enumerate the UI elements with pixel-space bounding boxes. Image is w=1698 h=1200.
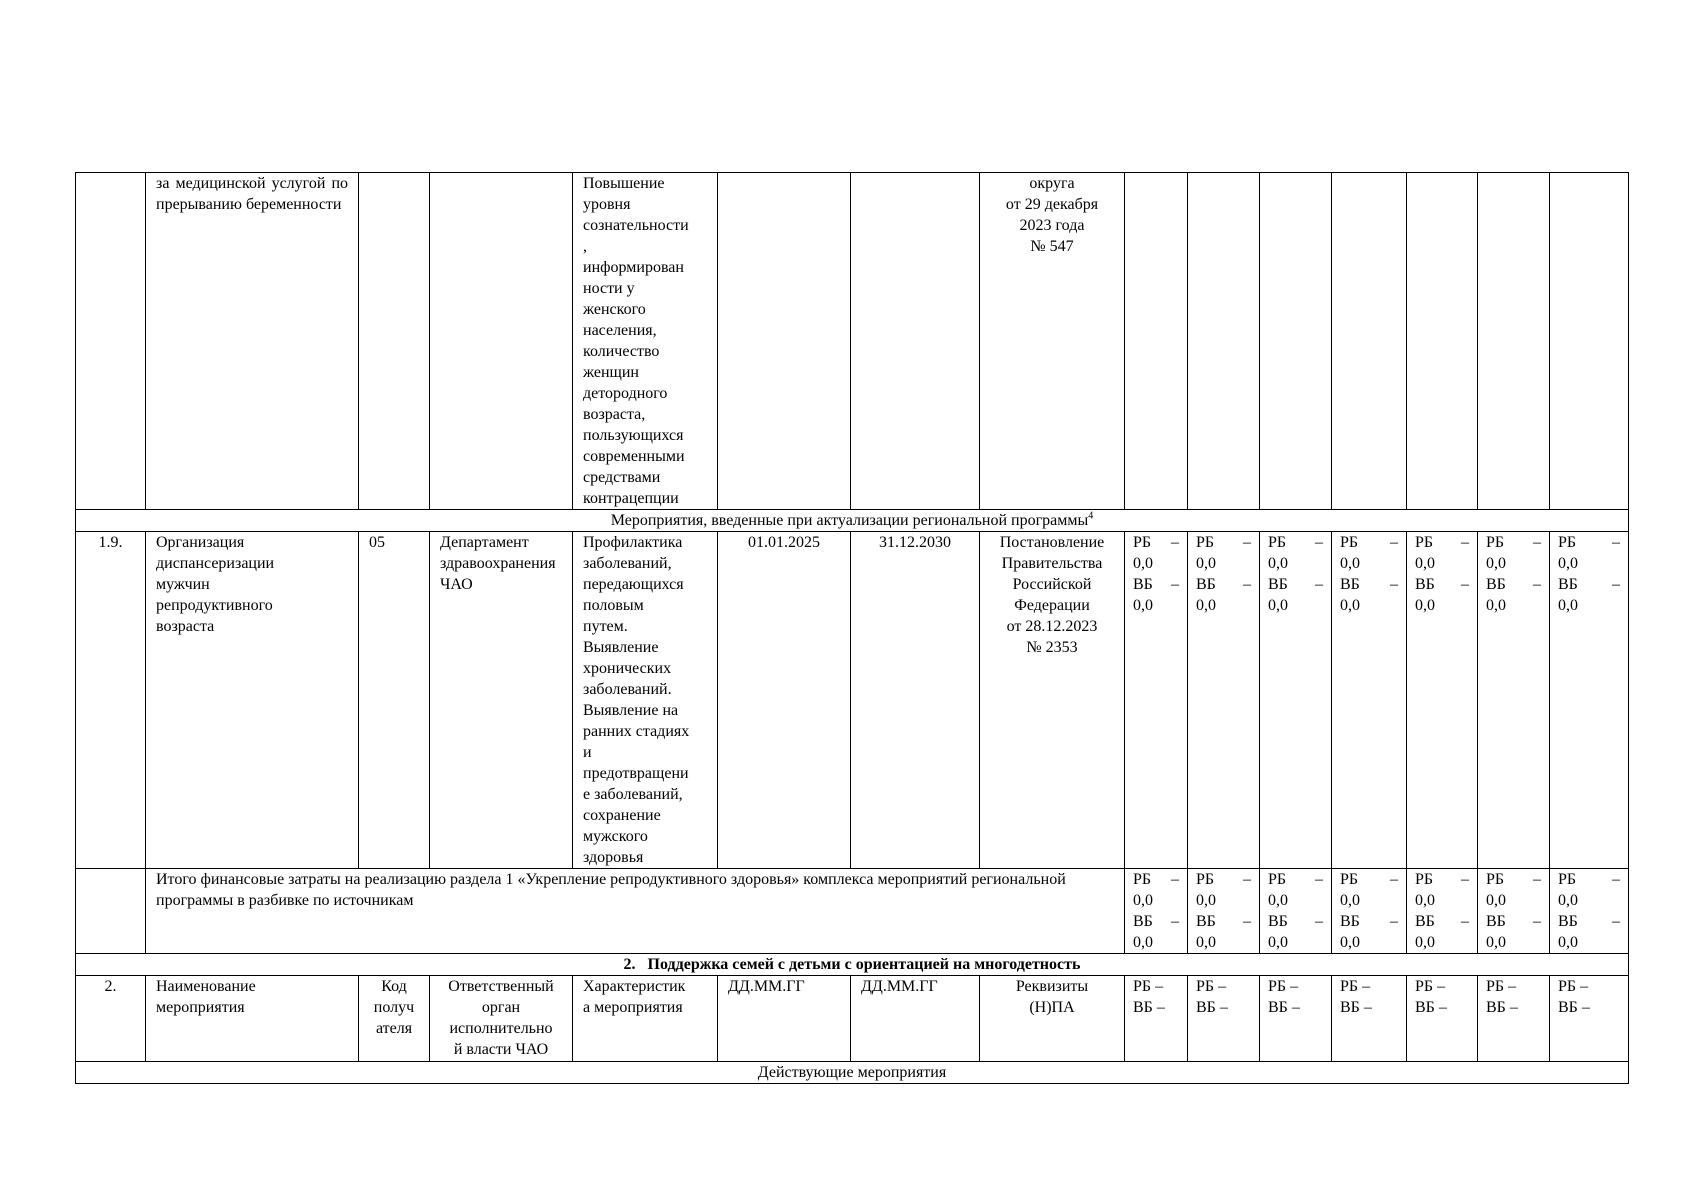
cell-fin: РБ – 0,0 ВБ – 0,0 xyxy=(1260,532,1332,869)
cell-characteristic: Профилактика заболеваний, передающихся половым путем. Выявление хронических заболеваний. Выявление на ранних стадиях и предотвращени е заболеваний, сохранение мужского здоровья xyxy=(573,532,718,869)
cell-fin xyxy=(1125,173,1188,510)
cell-responsible xyxy=(430,173,573,510)
cell-npa: Реквизиты (Н)ПА xyxy=(980,976,1125,1062)
cell-fin: РБ – 0,0 ВБ – 0,0 xyxy=(1550,532,1629,869)
section-heading-row xyxy=(76,954,1629,976)
cell-fin: РБ – ВБ – xyxy=(1478,976,1550,1062)
cell-num: 1.9. xyxy=(76,532,146,869)
cell-fin: РБ – 0,0 ВБ – 0,0 xyxy=(1407,532,1478,869)
cell-npa: округа от 29 декабря 2023 года № 547 xyxy=(980,173,1125,510)
cell-measure-name: Организация диспансеризации мужчин репродуктивного возраста xyxy=(146,532,359,869)
cell-code: 05 xyxy=(359,532,430,869)
cell-start-date xyxy=(718,173,851,510)
cell-fin: РБ – 0,0 ВБ – 0,0 xyxy=(1332,532,1407,869)
table-row xyxy=(76,976,1629,1062)
table-row xyxy=(76,532,1629,869)
cell-fin xyxy=(1407,173,1478,510)
cell-npa: Постановление Правительства Российской Федерации от 28.12.2023 № 2353 xyxy=(980,532,1125,869)
table-row xyxy=(76,173,1629,510)
cell-responsible: Департамент здравоохранения ЧАО xyxy=(430,532,573,869)
total-row xyxy=(76,869,1629,954)
cell-fin: РБ – 0,0 ВБ – 0,0 xyxy=(1125,869,1188,954)
footnote-mark: 4 xyxy=(1088,510,1094,522)
cell-fin: РБ – 0,0 ВБ – 0,0 xyxy=(1478,532,1550,869)
cell-responsible: Ответственный орган исполнительно й власти ЧАО xyxy=(430,976,573,1062)
cell-end-date xyxy=(851,173,980,510)
cell-num xyxy=(76,869,146,954)
cell-fin xyxy=(1478,173,1550,510)
measures-table xyxy=(75,172,1629,1084)
cell-end-date: 31.12.2030 xyxy=(851,532,980,869)
cell-code: Код получ ателя xyxy=(359,976,430,1062)
cell-fin: РБ – 0,0 ВБ – 0,0 xyxy=(1188,869,1260,954)
cell-end-date: ДД.ММ.ГГ xyxy=(851,976,980,1062)
cell-fin xyxy=(1260,173,1332,510)
banner-text: Мероприятия, введенные при актуализации региональной программы xyxy=(610,512,1089,529)
cell-fin: РБ – 0,0 ВБ – 0,0 xyxy=(1332,869,1407,954)
cell-fin: РБ – ВБ – xyxy=(1260,976,1332,1062)
cell-fin: РБ – ВБ – xyxy=(1407,976,1478,1062)
cell-fin xyxy=(1550,173,1629,510)
cell-fin: РБ – ВБ – xyxy=(1125,976,1188,1062)
cell-fin: РБ – 0,0 ВБ – 0,0 xyxy=(1407,869,1478,954)
cell-fin xyxy=(1332,173,1407,510)
cell-num xyxy=(76,173,146,510)
cell-characteristic: Повышение уровня сознательности , информирован ности у женского населения, количество женщин детородного возраста, пользующихся современными средствами контрацепции xyxy=(573,173,718,510)
cell-num: 2. xyxy=(76,976,146,1062)
banner-row xyxy=(76,1062,1629,1084)
banner-row xyxy=(76,510,1629,532)
cell-fin: РБ – ВБ – xyxy=(1550,976,1629,1062)
cell-fin xyxy=(1188,173,1260,510)
banner-current-measures: Действующие мероприятия xyxy=(76,1062,1629,1084)
cell-characteristic: Характеристик а мероприятия xyxy=(573,976,718,1062)
cell-code xyxy=(359,173,430,510)
cell-measure-name: Наименование мероприятия xyxy=(146,976,359,1062)
cell-fin: РБ – 0,0 ВБ – 0,0 xyxy=(1125,532,1188,869)
cell-fin: РБ – 0,0 ВБ – 0,0 xyxy=(1188,532,1260,869)
cell-measure-name: за медицинской услугой по прерыванию беременности xyxy=(146,173,359,510)
cell-start-date: 01.01.2025 xyxy=(718,532,851,869)
cell-fin: РБ – ВБ – xyxy=(1188,976,1260,1062)
total-label: Итого финансовые затраты на реализацию раздела 1 «Укрепление репродуктивного здоровья» комплекса мероприятий региональной программы в разбивке по источникам xyxy=(146,869,1125,954)
cell-fin: РБ – ВБ – xyxy=(1332,976,1407,1062)
cell-fin: РБ – 0,0 ВБ – 0,0 xyxy=(1260,869,1332,954)
cell-fin: РБ – 0,0 ВБ – 0,0 xyxy=(1550,869,1629,954)
cell-fin: РБ – 0,0 ВБ – 0,0 xyxy=(1478,869,1550,954)
banner-updated-measures xyxy=(76,510,1629,532)
cell-start-date: ДД.ММ.ГГ xyxy=(718,976,851,1062)
section-2-heading: 2. Поддержка семей с детьми с ориентацией на многодетность xyxy=(76,954,1629,976)
